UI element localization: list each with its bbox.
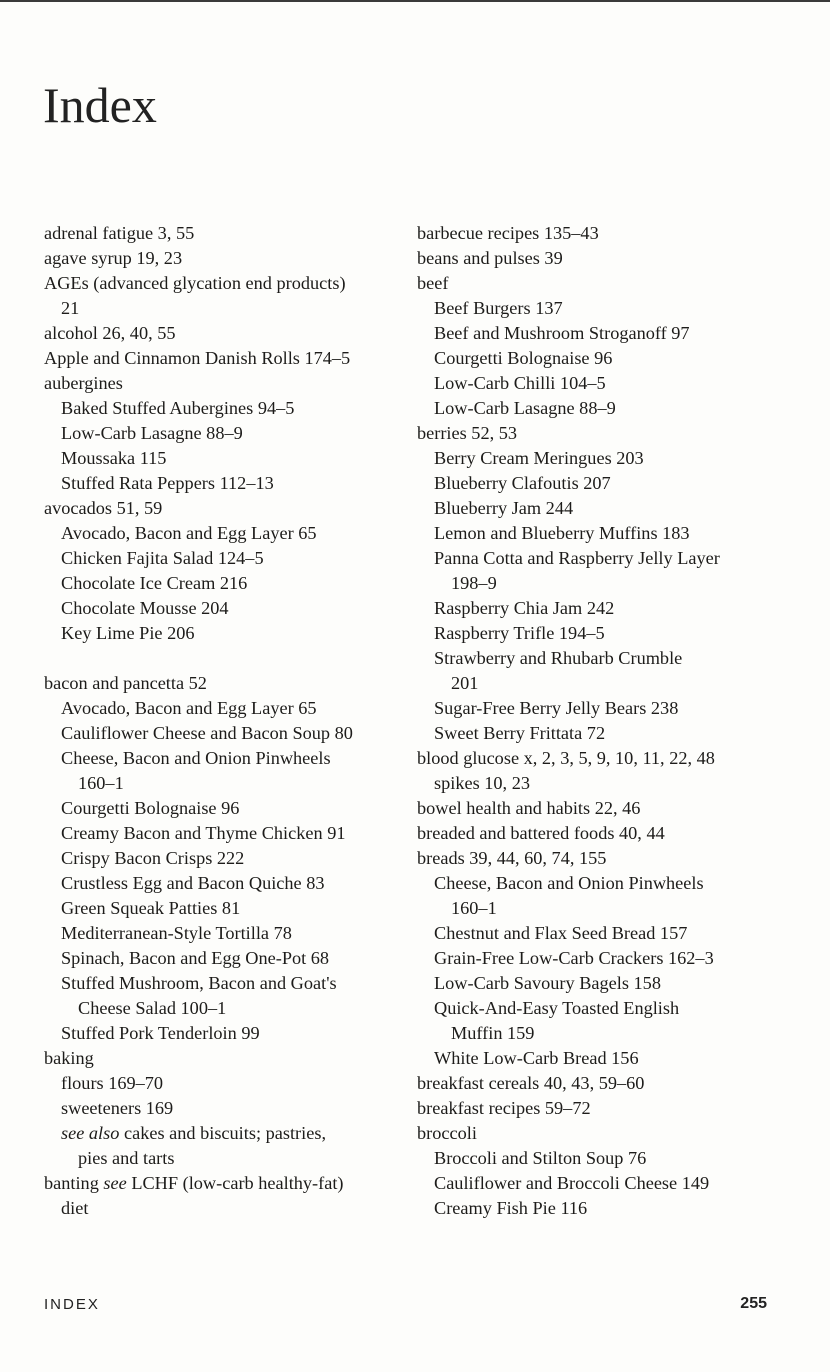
index-subentry: [44, 446, 424, 471]
entry-text: blood glucose x, 2, 3, 5, 9, 10, 11, 22, 48: [417, 748, 715, 768]
index-subentry: [417, 321, 797, 346]
index-subentry: [44, 696, 424, 721]
index-subentry: [417, 871, 797, 896]
entry-text: Courgetti Bolognaise 96: [434, 348, 613, 368]
entry-text: Cauliflower Cheese and Bacon Soup 80: [61, 723, 353, 743]
index-entry: [417, 1096, 797, 1121]
index-entry: [44, 671, 424, 696]
entry-text: Low-Carb Savoury Bagels 158: [434, 973, 661, 993]
index-subentry: [44, 721, 424, 746]
entry-text: broccoli: [417, 1123, 477, 1143]
entry-text: baking: [44, 1048, 94, 1068]
entry-text: Cheese, Bacon and Onion Pinwheels: [61, 748, 331, 768]
entry-text: Blueberry Clafoutis 207: [434, 473, 611, 493]
index-entry: [44, 321, 424, 346]
index-subentry: [44, 1121, 424, 1146]
entry-text: White Low-Carb Bread 156: [434, 1048, 639, 1068]
index-entry-continuation: [417, 671, 797, 696]
entry-text: Lemon and Blueberry Muffins 183: [434, 523, 690, 543]
cross-reference-target: cakes and biscuits; pastries,: [119, 1123, 327, 1143]
entry-text: Stuffed Rata Peppers 112–13: [61, 473, 274, 493]
index-entry: [44, 1046, 424, 1071]
index-subentry: [417, 346, 797, 371]
entry-text: Beef and Mushroom Stroganoff 97: [434, 323, 690, 343]
index-entry-continuation: [44, 996, 424, 1021]
entry-text: aubergines: [44, 373, 123, 393]
cross-reference-target: LCHF (low-carb healthy-fat): [126, 1173, 344, 1193]
index-subentry: [417, 1146, 797, 1171]
index-subentry: [44, 421, 424, 446]
entry-text: Panna Cotta and Raspberry Jelly Layer: [434, 548, 720, 568]
cross-reference-label: see: [103, 1173, 127, 1193]
index-subentry: [44, 396, 424, 421]
index-subentry: [44, 521, 424, 546]
index-subentry: [44, 821, 424, 846]
index-subentry: [417, 646, 797, 671]
entry-text: alcohol 26, 40, 55: [44, 323, 176, 343]
entry-text: Creamy Bacon and Thyme Chicken 91: [61, 823, 346, 843]
index-subentry: [417, 1171, 797, 1196]
entry-text: breaded and battered foods 40, 44: [417, 823, 665, 843]
index-subentry: [44, 796, 424, 821]
index-subentry: [44, 621, 424, 646]
index-entry: [417, 246, 797, 271]
entry-text: Avocado, Bacon and Egg Layer 65: [61, 698, 317, 718]
index-subentry: [417, 596, 797, 621]
entry-text: Blueberry Jam 244: [434, 498, 574, 518]
index-entry: [417, 421, 797, 446]
entry-text: banting: [44, 1173, 104, 1193]
entry-text: Apple and Cinnamon Danish Rolls 174–5: [44, 348, 351, 368]
entry-text: beef: [417, 273, 449, 293]
entry-text: berries 52, 53: [417, 423, 518, 443]
index-entry: [417, 1121, 797, 1146]
running-footer: INDEX: [44, 1296, 100, 1313]
index-subentry: [417, 546, 797, 571]
entry-text: breakfast recipes 59–72: [417, 1098, 591, 1118]
entry-text: 198–9: [451, 573, 497, 593]
index-entry: [44, 246, 424, 271]
index-subentry: [417, 471, 797, 496]
entry-text: agave syrup 19, 23: [44, 248, 183, 268]
index-entry: [417, 796, 797, 821]
index-entry: [417, 746, 797, 771]
index-entry-continuation: [417, 1021, 797, 1046]
entry-text: pies and tarts: [78, 1148, 175, 1168]
entry-text: Stuffed Pork Tenderloin 99: [61, 1023, 260, 1043]
index-subentry: [44, 1096, 424, 1121]
cross-reference-label: see also: [61, 1123, 120, 1143]
index-entry: [44, 496, 424, 521]
entry-text: Low-Carb Lasagne 88–9: [434, 398, 616, 418]
entry-text: 201: [451, 673, 479, 693]
index-subentry: [417, 1046, 797, 1071]
page-number: 255: [740, 1295, 767, 1312]
entry-text: diet: [61, 1198, 89, 1218]
entry-text: Grain-Free Low-Carb Crackers 162–3: [434, 948, 714, 968]
index-entry: [44, 1171, 424, 1196]
entry-text: Crustless Egg and Bacon Quiche 83: [61, 873, 325, 893]
entry-text: AGEs (advanced glycation end products): [44, 273, 346, 293]
index-subentry: [44, 1071, 424, 1096]
entry-text: avocados 51, 59: [44, 498, 163, 518]
entry-text: barbecue recipes 135–43: [417, 223, 599, 243]
index-subentry: [44, 896, 424, 921]
entry-text: 160–1: [451, 898, 497, 918]
index-subentry: [44, 746, 424, 771]
index-entry-continuation: [417, 896, 797, 921]
entry-text: Chestnut and Flax Seed Bread 157: [434, 923, 688, 943]
index-entry: [417, 271, 797, 296]
index-subentry: [417, 696, 797, 721]
entry-text: bacon and pancetta 52: [44, 673, 207, 693]
index-entry-continuation: [44, 771, 424, 796]
entry-text: Creamy Fish Pie 116: [434, 1198, 588, 1218]
entry-text: Strawberry and Rhubarb Crumble: [434, 648, 683, 668]
entry-text: adrenal fatigue 3, 55: [44, 223, 195, 243]
entry-text: flours 169–70: [61, 1073, 164, 1093]
index-entry: [417, 821, 797, 846]
entry-text: Sweet Berry Frittata 72: [434, 723, 606, 743]
index-subentry: [417, 371, 797, 396]
entry-text: Broccoli and Stilton Soup 76: [434, 1148, 647, 1168]
entry-text: Chicken Fajita Salad 124–5: [61, 548, 264, 568]
index-subentry: [417, 521, 797, 546]
index-entry: [44, 646, 424, 671]
entry-text: Mediterranean-Style Tortilla 78: [61, 923, 292, 943]
entry-text: 21: [61, 298, 80, 318]
entry-text: Cheese Salad 100–1: [78, 998, 227, 1018]
index-subentry: [44, 296, 424, 321]
entry-text: Baked Stuffed Aubergines 94–5: [61, 398, 295, 418]
entry-text: Courgetti Bolognaise 96: [61, 798, 240, 818]
entry-text: spikes 10, 23: [434, 773, 530, 793]
index-subentry: [417, 621, 797, 646]
entry-text: Avocado, Bacon and Egg Layer 65: [61, 523, 317, 543]
index-entry-continuation: [417, 571, 797, 596]
index-column-right: [417, 221, 797, 1221]
index-entry: [44, 346, 424, 371]
index-entry: [417, 846, 797, 871]
entry-text: Quick-And-Easy Toasted English: [434, 998, 680, 1018]
index-subentry: [417, 921, 797, 946]
entry-text: Cheese, Bacon and Onion Pinwheels: [434, 873, 704, 893]
index-subentry: [417, 296, 797, 321]
entry-text: Raspberry Trifle 194–5: [434, 623, 605, 643]
entry-text: Cauliflower and Broccoli Cheese 149: [434, 1173, 710, 1193]
entry-text: sweeteners 169: [61, 1098, 174, 1118]
entry-text: bowel health and habits 22, 46: [417, 798, 641, 818]
entry-text: Muffin 159: [451, 1023, 535, 1043]
index-subentry: [417, 971, 797, 996]
entry-text: Spinach, Bacon and Egg One-Pot 68: [61, 948, 330, 968]
index-subentry: [44, 1196, 424, 1221]
index-subentry: [44, 571, 424, 596]
index-subentry: [44, 871, 424, 896]
entry-text: Stuffed Mushroom, Bacon and Goat's: [61, 973, 337, 993]
index-subentry: [44, 546, 424, 571]
index-subentry: [417, 771, 797, 796]
index-subentry: [44, 1021, 424, 1046]
entry-text: Low-Carb Chilli 104–5: [434, 373, 606, 393]
entry-text: Raspberry Chia Jam 242: [434, 598, 615, 618]
index-entry: [44, 271, 424, 296]
index-entry: [417, 1071, 797, 1096]
index-subentry: [44, 846, 424, 871]
entry-text: beans and pulses 39: [417, 248, 563, 268]
index-subentry: [417, 946, 797, 971]
index-subentry: [44, 971, 424, 996]
page-top-edge: [0, 0, 830, 2]
entry-text: 160–1: [78, 773, 124, 793]
index-subentry: [417, 446, 797, 471]
index-subentry: [44, 596, 424, 621]
index-entry: [417, 221, 797, 246]
index-entry: [44, 371, 424, 396]
entry-text: Sugar-Free Berry Jelly Bears 238: [434, 698, 679, 718]
entry-text: Low-Carb Lasagne 88–9: [61, 423, 243, 443]
entry-text: Moussaka 115: [61, 448, 167, 468]
entry-text: Beef Burgers 137: [434, 298, 563, 318]
entry-text: Chocolate Mousse 204: [61, 598, 229, 618]
index-subentry: [44, 921, 424, 946]
index-subentry: [417, 721, 797, 746]
index-entry-continuation: [44, 1146, 424, 1171]
index-subentry: [417, 496, 797, 521]
entry-text: breads 39, 44, 60, 74, 155: [417, 848, 607, 868]
entry-text: Crispy Bacon Crisps 222: [61, 848, 245, 868]
entry-text: Berry Cream Meringues 203: [434, 448, 644, 468]
index-subentry: [44, 471, 424, 496]
page-title: Index: [43, 77, 157, 133]
entry-text: Green Squeak Patties 81: [61, 898, 241, 918]
entry-text: breakfast cereals 40, 43, 59–60: [417, 1073, 645, 1093]
index-subentry: [417, 996, 797, 1021]
entry-text: Key Lime Pie 206: [61, 623, 195, 643]
entry-text: Chocolate Ice Cream 216: [61, 573, 248, 593]
index-subentry: [44, 946, 424, 971]
index-subentry: [417, 1196, 797, 1221]
index-entry: [44, 221, 424, 246]
index-column-left: [44, 221, 424, 1221]
index-subentry: [417, 396, 797, 421]
